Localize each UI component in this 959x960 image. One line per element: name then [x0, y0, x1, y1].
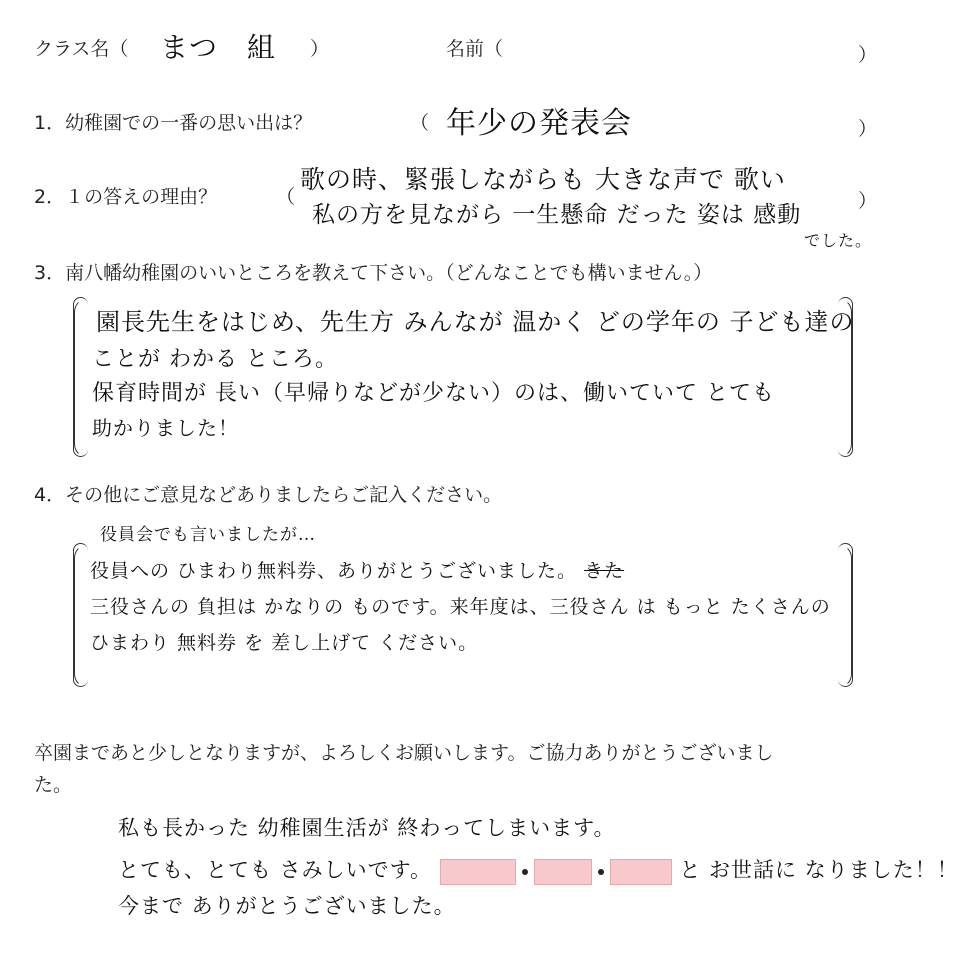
q2-open: （ — [276, 186, 296, 208]
q1-open: （ — [410, 112, 430, 134]
q4-answer-line1: 役員への ひまわり無料券、ありがとうございました。 きた — [90, 560, 625, 582]
redacted-name-2 — [534, 859, 592, 885]
message-line3: 今まで ありがとうございました。 — [118, 894, 456, 918]
redacted-name-1 — [440, 859, 516, 885]
class-label: クラス名（ — [34, 38, 129, 60]
closing-line2: た。 — [34, 774, 73, 796]
name-close: ） — [858, 44, 878, 66]
q4-strikethrough: きた — [584, 560, 625, 582]
q3-answer-line1: 園長先生をはじめ、先生方 みんなが 温かく どの学年の 子ども達の — [96, 308, 855, 336]
q2-question: 2．１の答えの理由？ — [34, 186, 218, 208]
q3-answer-line4: 助かりました！ — [92, 416, 239, 440]
q3-answer-line2: ことが わかる ところ。 — [92, 347, 338, 372]
separator-dot — [598, 869, 604, 875]
q1-close: ） — [858, 118, 878, 140]
name-label: 名前（ — [446, 38, 504, 60]
separator-dot — [522, 869, 528, 875]
q4-answer-line3: ひまわり 無料券 を 差し上げて ください。 — [90, 632, 479, 654]
q2-answer-line3: でした。 — [804, 231, 873, 250]
message-line1: 私も長かった 幼稚園生活が 終わってしまいます。 — [118, 816, 616, 840]
q4-answer-line2: 三役さんの 負担は かなりの ものです。来年度は、三役さん は もっと たくさんの — [90, 596, 831, 618]
q2-answer-line2: 私の方を見ながら 一生懸命 だった 姿は 感動 — [312, 202, 802, 228]
q3-answer-line3: 保育時間が 長い（早帰りなどが少ない）のは、働いていて とても — [92, 381, 775, 406]
q4-note: 役員会でも言いましたが… — [100, 525, 316, 545]
q4-question: 4．その他にご意見などありましたらご記入ください。 — [34, 484, 503, 506]
q2-answer-line1: 歌の時、緊張しながらも 大きな声で 歌い — [300, 165, 786, 194]
class-close: ） — [310, 38, 330, 60]
q2-close: ） — [858, 190, 878, 212]
q1-answer: 年少の発表会 — [446, 106, 632, 141]
q1-question: 1．幼稚園での一番の思い出は？ — [34, 112, 313, 134]
message-line2: とても、とても さみしいです。 と お世話に なりました！！ — [118, 854, 959, 885]
closing-line1: 卒園まであと少しとなりますが、よろしくお願いします。ご協力ありがとうございまし — [34, 742, 774, 764]
redacted-name-3 — [610, 859, 672, 885]
q3-question: 3．南八幡幼稚園のいいところを教えて下さい。（どんなことでも構いません。） — [34, 262, 713, 284]
class-value: まつ 組 — [160, 31, 277, 64]
